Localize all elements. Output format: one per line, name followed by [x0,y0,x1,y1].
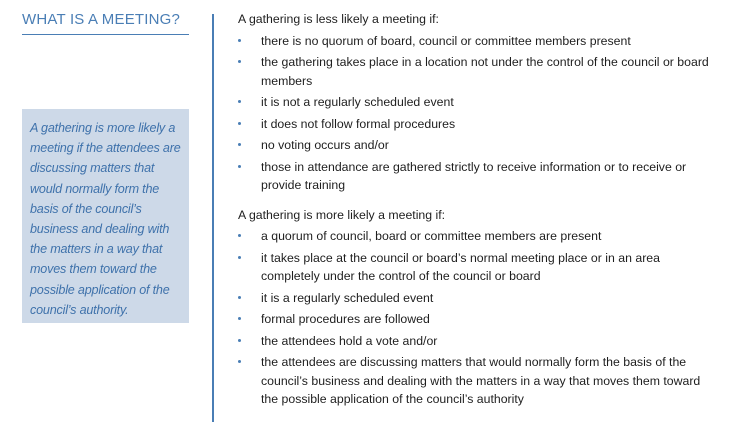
pull-quote-box [22,109,189,323]
list-item-text: no voting occurs and/or [261,138,389,152]
list-item-text: it is not a regularly scheduled event [261,95,454,109]
list-item [238,53,718,90]
list-item [238,310,718,329]
bullet-icon [238,39,241,42]
bullet-icon [238,296,241,299]
list-item-text: the attendees are discussing matters that would normally form the basis of the council’s business and dealing with the matters in a way that moves them toward the possible application of the council’s authority [261,355,701,406]
list-item-text: it is a regularly scheduled event [261,290,434,305]
list-item [238,158,718,195]
less-likely-list [238,32,718,195]
bullet-icon [238,339,241,342]
section-heading: WHAT IS A MEETING? [22,10,189,35]
list-item [238,289,718,308]
bullet-icon [238,317,241,320]
list-item-text: formal procedures are followed [261,312,430,326]
more-likely-heading: A gathering is more likely a meeting if: [238,207,446,222]
bullet-icon [238,143,241,146]
less-likely-section [238,10,718,195]
pull-quote-text: A gathering is more likely a meeting if the attendees are discussing matters that would normally form the basis of the council’s business and dealing with the matters in a way that moves them toward the possible application of the council’s authority. [30,121,181,317]
bullet-icon [238,360,241,363]
list-item-text: it takes place at the council or board’s normal meeting place or in an area completely under the control of the council or board [261,250,660,283]
list-item-text: it does not follow formal procedures [261,116,456,131]
bullet-icon [238,165,241,168]
column-divider [212,14,214,422]
bullet-icon [238,100,241,103]
list-item [238,93,718,112]
list-item [238,332,718,351]
list-item [238,227,718,246]
list-item-text: the gathering takes place in a location not under the control of the council or board members [261,55,709,88]
main-content [238,10,718,412]
list-item [238,249,718,286]
list-item-text: there is no quorum of board, council or committee members present [261,33,631,48]
list-item-text: the attendees hold a vote and/or [261,333,438,348]
list-item [238,115,718,134]
list-item-text: a quorum of council, board or committee members are present [261,229,602,243]
bullet-icon [238,60,241,63]
bullet-icon [238,122,241,125]
bullet-icon [238,234,241,237]
more-likely-section [238,206,718,409]
list-item [238,136,718,155]
list-item [238,353,718,409]
more-likely-list [238,227,718,409]
less-likely-heading: A gathering is less likely a meeting if: [238,12,439,26]
bullet-icon [238,256,241,259]
list-item [238,32,718,51]
list-item-text: those in attendance are gathered strictly to receive information or to receive or provide training [261,159,687,192]
